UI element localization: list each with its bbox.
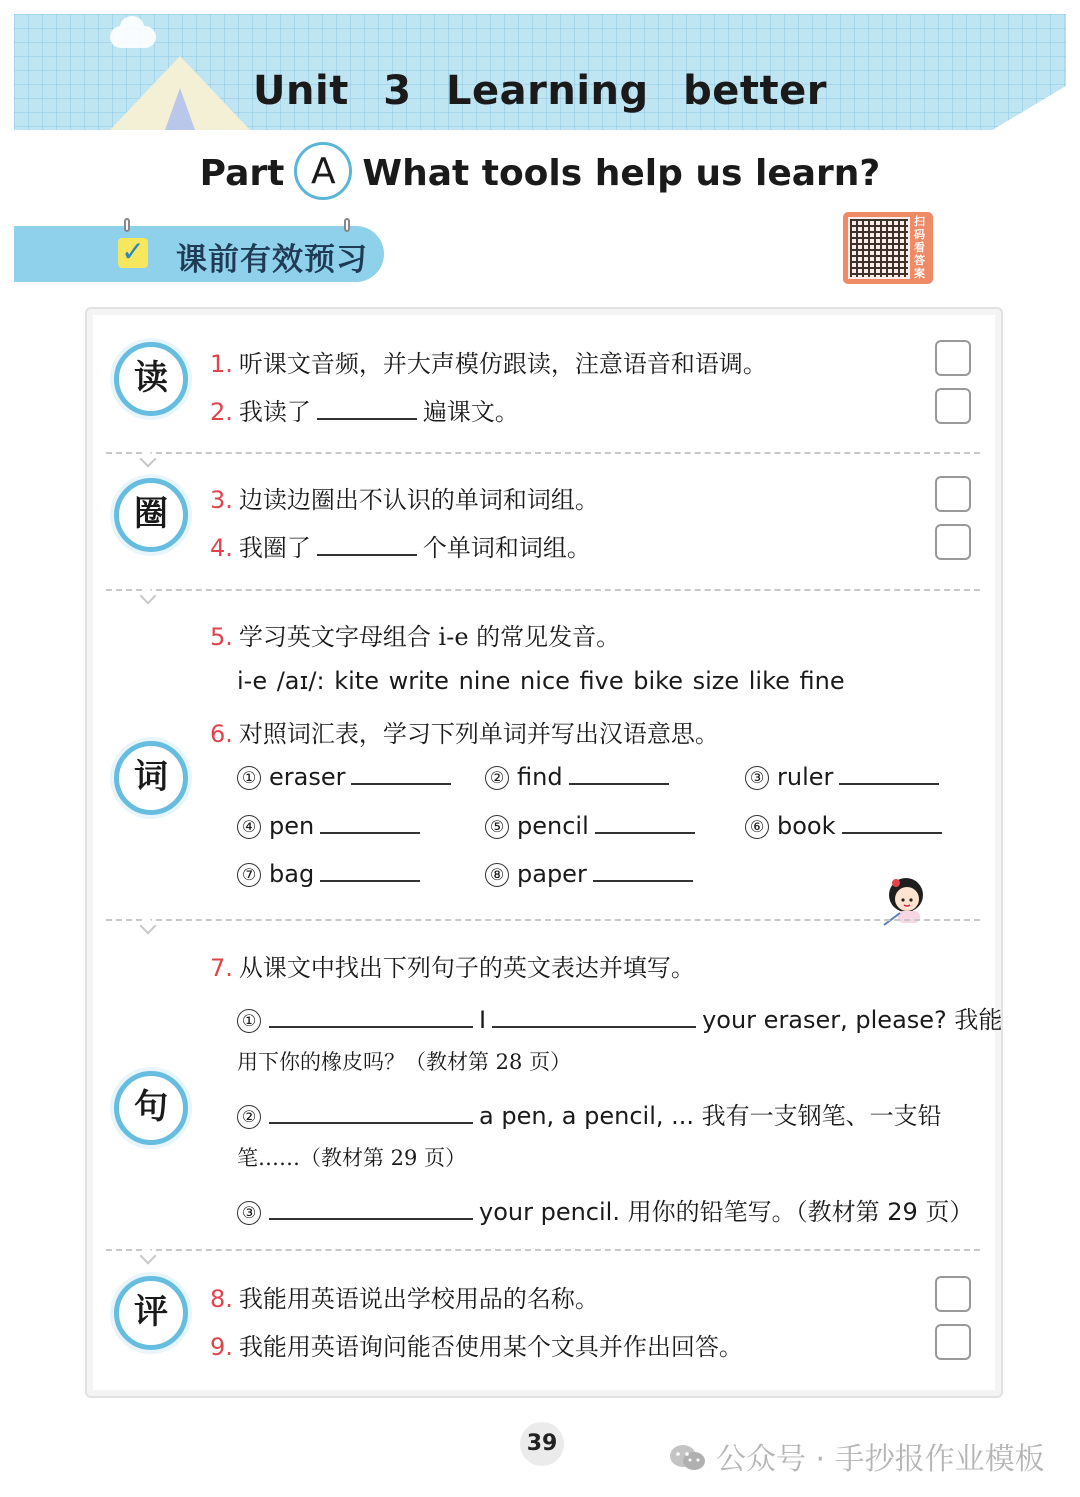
item-5: [210, 617, 620, 652]
item-3: [210, 480, 599, 515]
vocab-item: [745, 812, 948, 840]
part-letter-circle: A: [294, 142, 352, 200]
vocab-item: [237, 860, 426, 888]
checkbox-item-4[interactable]: [935, 524, 971, 560]
checkbox-item-1[interactable]: [935, 340, 971, 376]
answer-blank[interactable]: [839, 763, 939, 785]
item-number: 1.: [210, 350, 233, 378]
vocab-word: eraser: [269, 763, 346, 791]
vocab-word: paper: [517, 860, 587, 888]
sentence-number: ①: [237, 1009, 261, 1033]
vocab-number: ⑧: [485, 863, 509, 887]
item-9: [210, 1327, 743, 1362]
item-text: 对照词汇表，学习下列单词并写出汉语意思。: [238, 720, 719, 748]
vocab-item: [745, 763, 945, 791]
vocab-number: ②: [485, 766, 509, 790]
vocab-number: ⑦: [237, 863, 261, 887]
checkbox-item-8[interactable]: [935, 1276, 971, 1312]
vocab-word: book: [777, 812, 836, 840]
unit-title: Unit 3 Learning better: [253, 68, 827, 114]
wechat-icon: [668, 1443, 708, 1473]
watermark-text: 公众号 · 手抄报作业模板: [716, 1442, 1045, 1477]
item-number: 9.: [210, 1333, 233, 1361]
watermark: [668, 1434, 1045, 1478]
sentence-number: ②: [237, 1105, 261, 1129]
item-text-post: 遍课文。: [422, 398, 519, 426]
checkbox-item-3[interactable]: [935, 476, 971, 512]
answer-blank[interactable]: [269, 1102, 473, 1124]
vocab-number: ⑥: [745, 815, 769, 839]
answer-blank[interactable]: [593, 860, 693, 882]
item-text: 从课文中找出下列句子的英文表达并填写。: [238, 954, 695, 982]
vocab-number: ⑤: [485, 815, 509, 839]
item-text-pre: 我圈了: [238, 534, 311, 562]
vocab-item: [485, 860, 699, 888]
item-text: 我能用英语询问能否使用某个文具并作出回答。: [238, 1333, 743, 1361]
answer-blank[interactable]: [317, 534, 417, 556]
vocab-item: [237, 812, 426, 840]
answer-blank[interactable]: [492, 1006, 696, 1028]
section-divider: [106, 452, 980, 454]
vocab-word: find: [517, 763, 563, 791]
item-number: 6.: [210, 720, 233, 748]
section-tab: [14, 226, 384, 282]
section-tab-label: 课前有效预习: [176, 242, 368, 278]
answer-blank[interactable]: [269, 1006, 473, 1028]
sentence-3: [237, 1192, 973, 1227]
item-number: 4.: [210, 534, 233, 562]
item-2: [210, 392, 519, 427]
sentence-number: ③: [237, 1201, 261, 1225]
answer-blank[interactable]: [320, 812, 420, 834]
vocab-number: ④: [237, 815, 261, 839]
pin-icon: [344, 218, 350, 232]
item-1: [210, 344, 767, 379]
part-title: What tools help us learn?: [362, 153, 881, 194]
item-number: 5.: [210, 623, 233, 651]
vocab-word: pencil: [517, 812, 589, 840]
section-divider: [106, 1249, 980, 1251]
sentence-word: I: [479, 1006, 487, 1034]
sentence-tail: your eraser, please? 我能: [702, 1006, 1003, 1034]
vocab-word: bag: [269, 860, 315, 888]
qr-code-icon[interactable]: [848, 217, 910, 279]
section-divider: [106, 589, 980, 591]
item-text: 边读边圈出不认识的单词和词组。: [238, 486, 599, 514]
answer-blank[interactable]: [842, 812, 942, 834]
badge-words: 词: [114, 741, 188, 815]
sentence-1: [237, 1000, 1002, 1035]
sentence-2-translation: 笔……（教材第 29 页）: [237, 1146, 467, 1170]
badge-circle: 圈: [114, 478, 188, 552]
qr-caption: 扫码看答案: [914, 215, 925, 280]
checkbox-item-2[interactable]: [935, 388, 971, 424]
badge-sentences: 句: [114, 1071, 188, 1145]
vocab-item: [485, 763, 675, 791]
answer-blank[interactable]: [595, 812, 695, 834]
answer-blank[interactable]: [569, 763, 669, 785]
pin-icon: [124, 218, 130, 232]
checkbox-item-9[interactable]: [935, 1324, 971, 1360]
item-number: 7.: [210, 954, 233, 982]
part-heading: [0, 146, 1080, 204]
sentence-1-translation: 用下你的橡皮吗？（教材第 28 页）: [237, 1050, 572, 1074]
answer-blank[interactable]: [351, 763, 451, 785]
sentence-tail: a pen, a pencil, ... 我有一支钢笔、一支铅: [479, 1102, 942, 1130]
section-divider: [106, 919, 980, 921]
answer-blank[interactable]: [269, 1198, 473, 1220]
item-text: 听课文音频，并大声模仿跟读，注意语音和语调。: [238, 350, 767, 378]
vocab-word: ruler: [777, 763, 834, 791]
vocab-item: [237, 763, 457, 791]
vocab-number: ①: [237, 766, 261, 790]
exercise-card: [85, 307, 1003, 1398]
item-number: 8.: [210, 1285, 233, 1313]
phonics-line: i-e /aɪ/: kite write nine nice five bike size like fine: [237, 667, 845, 695]
item-number: 2.: [210, 398, 233, 426]
badge-read: 读: [114, 342, 188, 416]
item-8: [210, 1279, 599, 1314]
vocab-word: pen: [269, 812, 315, 840]
sentence-tail: your pencil. 用你的铅笔写。（教材第 29 页）: [479, 1198, 974, 1226]
vocab-number: ③: [745, 766, 769, 790]
item-text: 我能用英语说出学校用品的名称。: [238, 1285, 599, 1313]
sentence-2: [237, 1096, 942, 1131]
answer-blank[interactable]: [317, 398, 417, 420]
part-label: Part: [199, 153, 285, 194]
answer-blank[interactable]: [320, 860, 420, 882]
item-text-post: 个单词和词组。: [422, 534, 591, 562]
badge-evaluate: 评: [114, 1276, 188, 1350]
item-4: [210, 528, 591, 563]
item-text-pre: 我读了: [238, 398, 311, 426]
item-6: [210, 714, 719, 749]
item-7: [210, 948, 695, 983]
item-text: 学习英文字母组合 i-e 的常见发音。: [238, 623, 621, 651]
vocab-item: [485, 812, 701, 840]
qr-code-box[interactable]: [843, 212, 933, 284]
cloud-decoration: [110, 26, 156, 48]
checkmark-icon: ✓: [118, 238, 148, 268]
page-number: 39: [520, 1422, 564, 1466]
item-number: 3.: [210, 486, 233, 514]
